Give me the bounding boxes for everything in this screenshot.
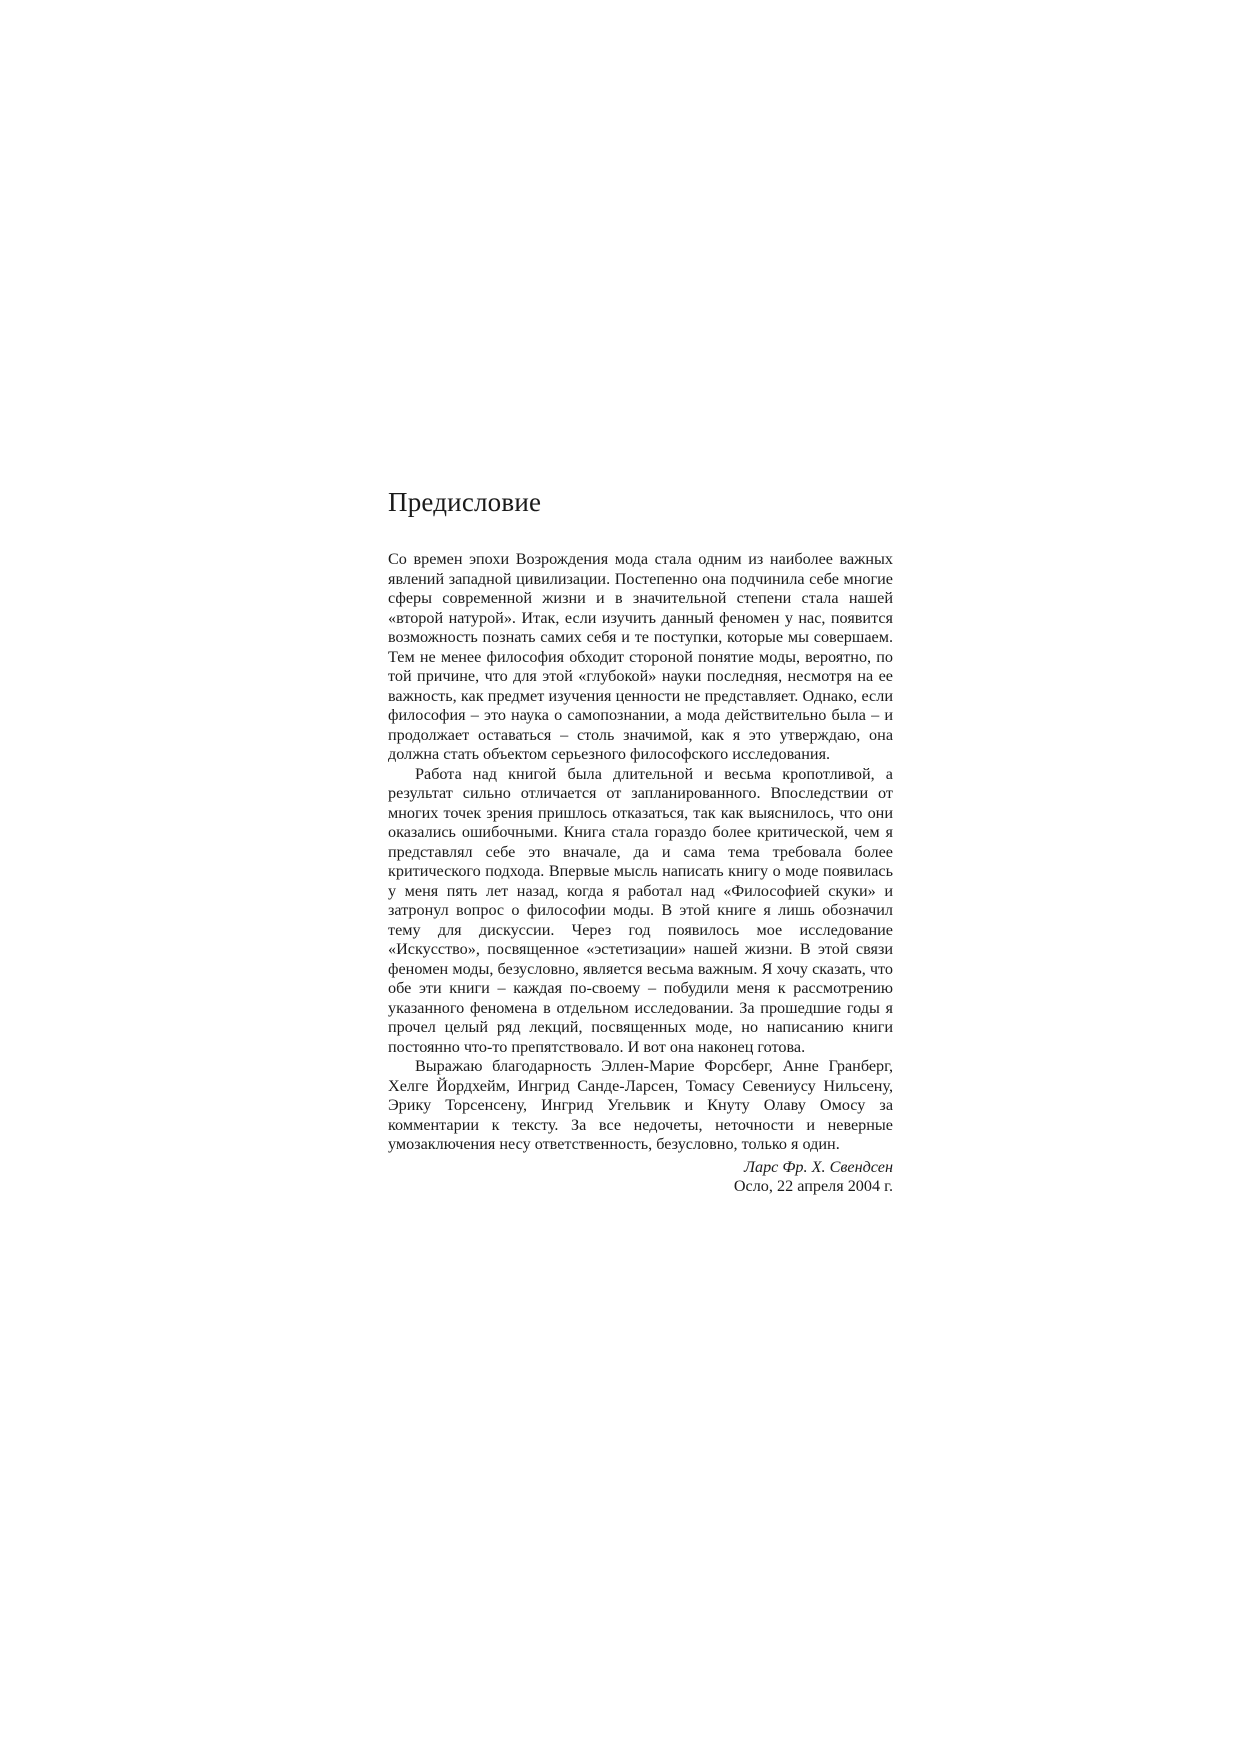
signature-place-date: Осло, 22 апреля 2004 г. [733,1177,893,1195]
preface-body [388,550,893,1155]
paragraph-1: Со времен эпохи Возрождения мода стала одним из наиболее важных явлений западной цивилизации. Постепенно она подчинила себе многие сферы современной жизни и в значительной степени стала нашей «второй натурой». Итак, если изучить данный феномен у нас, появится возможность познать самих себя и те поступки, которые мы совершаем. Тем не менее философия обходит стороной понятие моды, вероятно, по той причине, что для этой «глубокой» науки последняя, несмотря на ее важность, как предмет изучения ценности не представляет. Однако, если философия – это наука о самопознании, а мода действительно была – и продолжает оставаться – столь значимой, как я это утверждаю, она должна стать объектом серьезного философского исследования. [388,550,893,763]
signature [388,1158,893,1197]
chapter-title: Предисловие [388,487,542,517]
preface-block [388,484,893,1197]
paragraph-2: Работа над книгой была длительной и весьма кропотливой, а результат сильно отличается от запланированного. Впоследствии от многих точек зрения пришлось отказаться, так как выяснилось, что они оказались ошибочными. Книга стала гораздо более критической, чем я представлял себе это вначале, да и сама тема требовала более критического подхода. Впервые мысль написать книгу о моде появилась у меня пять лет назад, когда я работал над «Философией скуки» и затронул вопрос о философии моды. В этой книге я лишь обозначил тему для дискуссии. Через год появилось мое исследование «Искусство», посвященное «эстетизации» нашей жизни. В этой связи феномен моды, безусловно, является весьма важным. Я хочу сказать, что обе эти книги – каждая по-своему – побудили меня к рассмотрению указанного феномена в отдельном исследовании. За прошедшие годы я прочел целый ряд лекций, посвященных моде, но написанию книги постоянно что-то препятствовало. И вот она наконец готова. [388,764,893,1056]
signature-author: Ларс Фр. Х. Свендсен [744,1157,893,1176]
paragraph-3: Выражаю благодарность Эллен-Марие Форсберг, Анне Гранберг, Хелге Йордхейм, Ингрид Санде-Ларсен, Томасу Севениусу Нильсену, Эрику Торсенсену, Ингрид Угельвик и Кнуту Олаву Омосу за комментарии к тексту. За все недочеты, неточности и неверные умозаключения несу ответственность, безусловно, только я один. [388,1057,893,1153]
